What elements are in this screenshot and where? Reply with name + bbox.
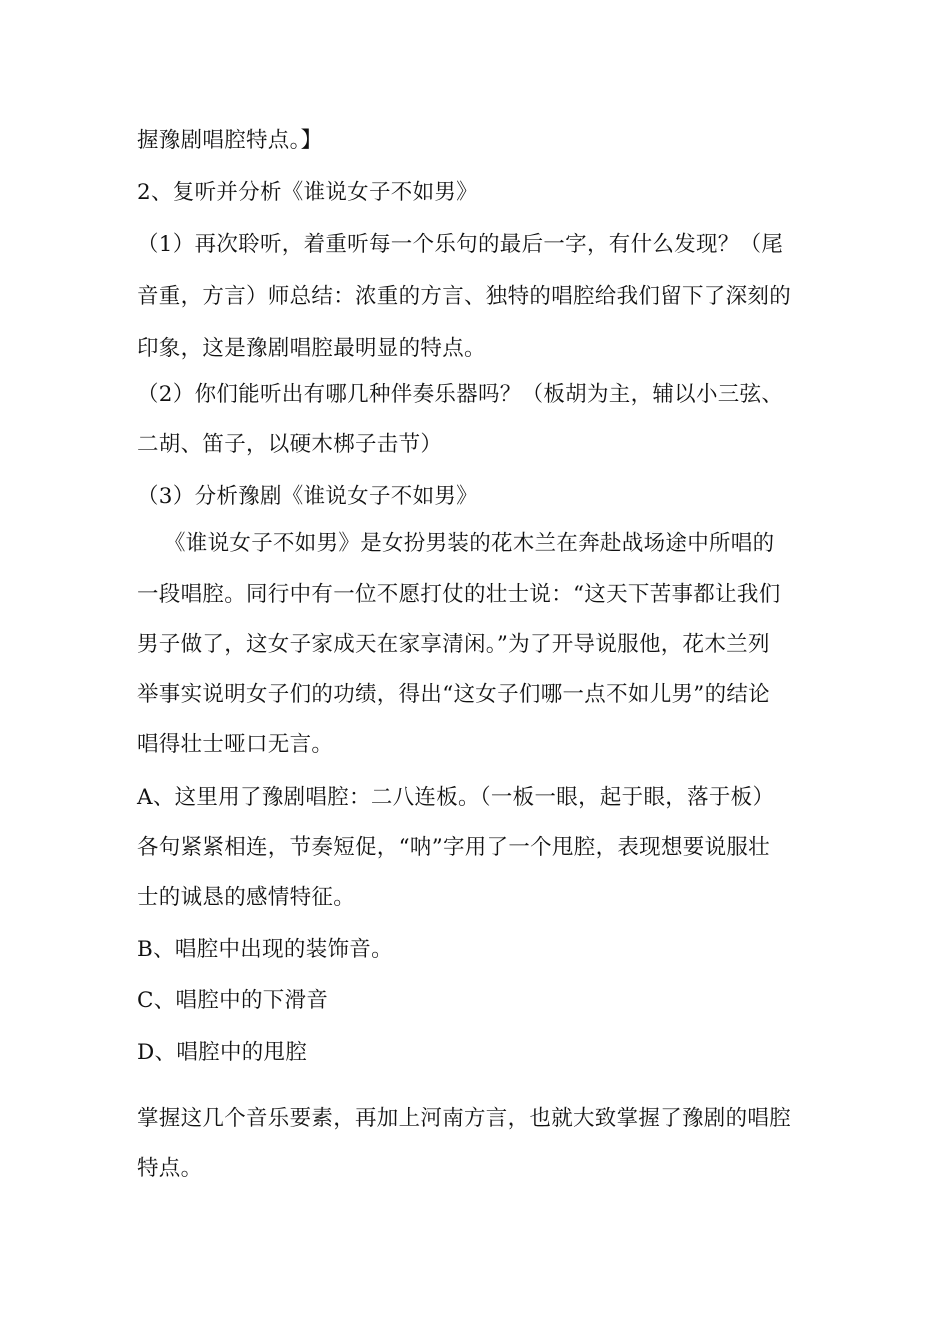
point-a-line-2: 各句紧紧相连，节奏短促，“呐”字用了一个甩腔，表现想要说服壮	[137, 835, 770, 860]
item-1-line-2: 音重，方言）师总结：浓重的方言、独特的唱腔给我们留下了深刻的	[137, 284, 792, 309]
point-c: C、唱腔中的下滑音	[137, 988, 329, 1013]
summary-line-1: 掌握这几个音乐要素，再加上河南方言，也就大致掌握了豫剧的唱腔	[137, 1106, 792, 1131]
paragraph-line-1: 《谁说女子不如男》是女扮男装的花木兰在奔赴战场途中所唱的	[164, 531, 775, 556]
item-3-heading: （3）分析豫剧《谁说女子不如男》	[137, 484, 478, 509]
point-d: D、唱腔中的甩腔	[137, 1040, 308, 1065]
item-2-line-1: （2）你们能听出有哪几种伴奏乐器吗？（板胡为主，辅以小三弦、	[137, 382, 784, 407]
point-a-line-3: 士的诚恳的感情特征。	[137, 885, 356, 910]
point-b: B、唱腔中出现的装饰音。	[137, 937, 393, 962]
paragraph-line-2: 一段唱腔。同行中有一位不愿打仗的壮士说：“这天下苦事都让我们	[137, 582, 781, 607]
paragraph-line-4: 举事实说明女子们的功绩，得出“这女子们哪一点不如儿男”的结论	[137, 682, 770, 707]
point-a-line-1: A、这里用了豫剧唱腔：二八连板。（一板一眼，起于眼，落于板）	[137, 785, 775, 810]
paragraph-line-3: 男子做了，这女子家成天在家享清闲。”为了开导说服他，花木兰列	[137, 632, 770, 657]
item-2-line-2: 二胡、笛子，以硬木梆子击节）	[137, 432, 443, 457]
item-1-line-1: （1）再次聆听，着重听每一个乐句的最后一字，有什么发现？（尾	[137, 232, 784, 257]
text-line-continuation: 握豫剧唱腔特点。】	[137, 128, 323, 153]
item-1-line-3: 印象，这是豫剧唱腔最明显的特点。	[137, 336, 486, 361]
paragraph-line-5: 唱得壮士哑口无言。	[137, 732, 334, 757]
section-heading-2: 2、复听并分析《谁说女子不如男》	[137, 180, 478, 205]
summary-line-2: 特点。	[137, 1156, 203, 1181]
